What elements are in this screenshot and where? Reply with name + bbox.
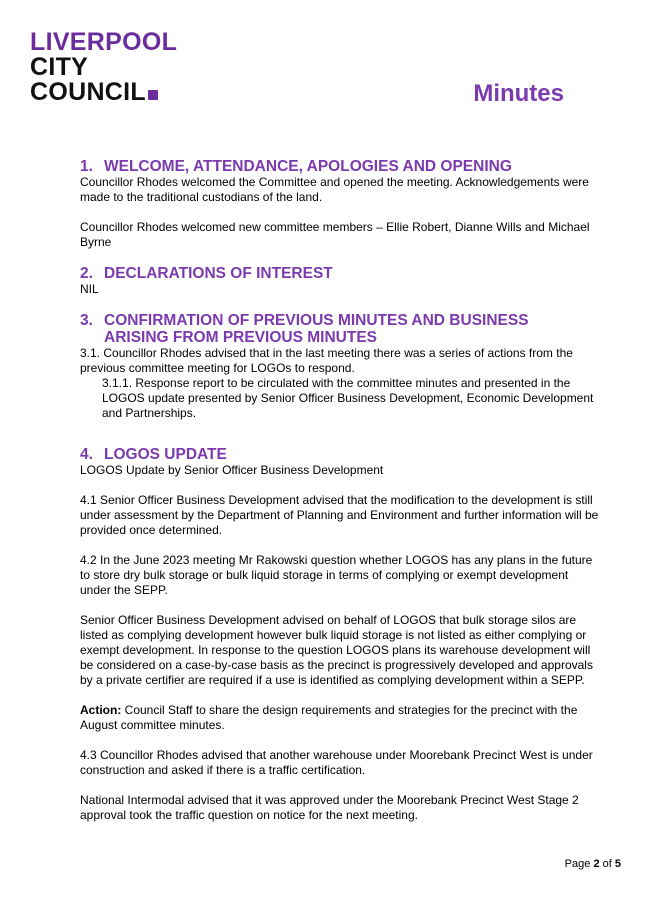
paragraph: Councillor Rhodes welcomed new committee members – Ellie Robert, Dianne Wills and Michael Byrne [80, 220, 590, 249]
logo-line-1: LIVERPOOL [30, 28, 178, 56]
paragraph: 4.2 In the June 2023 meeting Mr Rakowski question whether LOGOS has any plans in the future to store dry bulk storage or bulk liquid storage in terms of complying or exempt development under the SEPP. [80, 553, 593, 597]
section-number: 2. [80, 265, 93, 282]
logo-line-3-text: COUNCIL [30, 78, 146, 106]
section-number: 1. [80, 158, 93, 175]
logo-square-icon [148, 90, 158, 100]
action-paragraph [80, 703, 600, 733]
section-title: WELCOME, ATTENDANCE, APOLOGIES AND OPENING [104, 158, 512, 175]
section-number: 3. [80, 312, 93, 329]
paragraph: Councillor Rhodes welcomed the Committee and opened the meeting. Acknowledgements were made to the traditional custodians of the land. [80, 175, 589, 204]
section-title: LOGOS UPDATE [104, 446, 227, 463]
sub-paragraph: 3.1.1. Response report to be circulated with the committee minutes and presented in the LOGOS update presented by Senior Officer Business Development, Economic Development and Partnerships. [102, 376, 594, 420]
page-prefix: Page [564, 858, 591, 870]
paragraph: NIL [80, 282, 99, 296]
logo-line-2: CITY [30, 53, 89, 81]
page-total: 5 [614, 858, 621, 870]
page-of: of [602, 858, 612, 870]
section-2-heading [80, 265, 600, 282]
page-footer [565, 858, 621, 870]
paragraph: 4.1 Senior Officer Business Development advised that the modification to the development is still under assessment by the Department of Planning and Environment and further information will be provided once determined. [80, 493, 599, 537]
section-title: CONFIRMATION OF PREVIOUS MINUTES AND BUSINESS ARISING FROM PREVIOUS MINUTES [104, 312, 529, 346]
section-title: DECLARATIONS OF INTEREST [104, 265, 333, 282]
paragraph: National Intermodal advised that it was approved under the Moorebank Precinct West Stage 2 approval took the traffic question on notice for the next meeting. [80, 793, 579, 822]
paragraph: Senior Officer Business Development advised on behalf of LOGOS that bulk storage silos are listed as complying development however bulk liquid storage is not listed as either complying or exempt development. In response to the question LOGOS plans its warehouse development will be considered on a case-by-case basis as the precinct is progressively developed and approvals by a private certifier are required if a use is identified as complying development within a SEPP. [80, 613, 593, 687]
action-text: Council Staff to share the design requirements and strategies for the precinct with the August committee minutes. [80, 703, 578, 732]
minutes-body [80, 158, 600, 823]
paragraph: LOGOS Update by Senior Officer Business Development [80, 463, 384, 477]
section-4-heading [80, 446, 600, 463]
section-3-heading [80, 312, 600, 346]
paragraph: 4.3 Councillor Rhodes advised that another warehouse under Moorebank Precinct West is under construction and asked if there is a traffic certification. [80, 748, 593, 777]
page-current: 2 [593, 858, 600, 870]
action-label: Action: [80, 703, 122, 717]
section-number: 4. [80, 446, 93, 463]
section-1-heading [80, 158, 600, 175]
council-logo [30, 30, 177, 105]
logo-line-3 [30, 80, 177, 105]
paragraph: 3.1. Councillor Rhodes advised that in the last meeting there was a series of actions from the previous committee meeting for LOGOs to respond. [80, 346, 573, 375]
page-title: Minutes [473, 80, 564, 107]
